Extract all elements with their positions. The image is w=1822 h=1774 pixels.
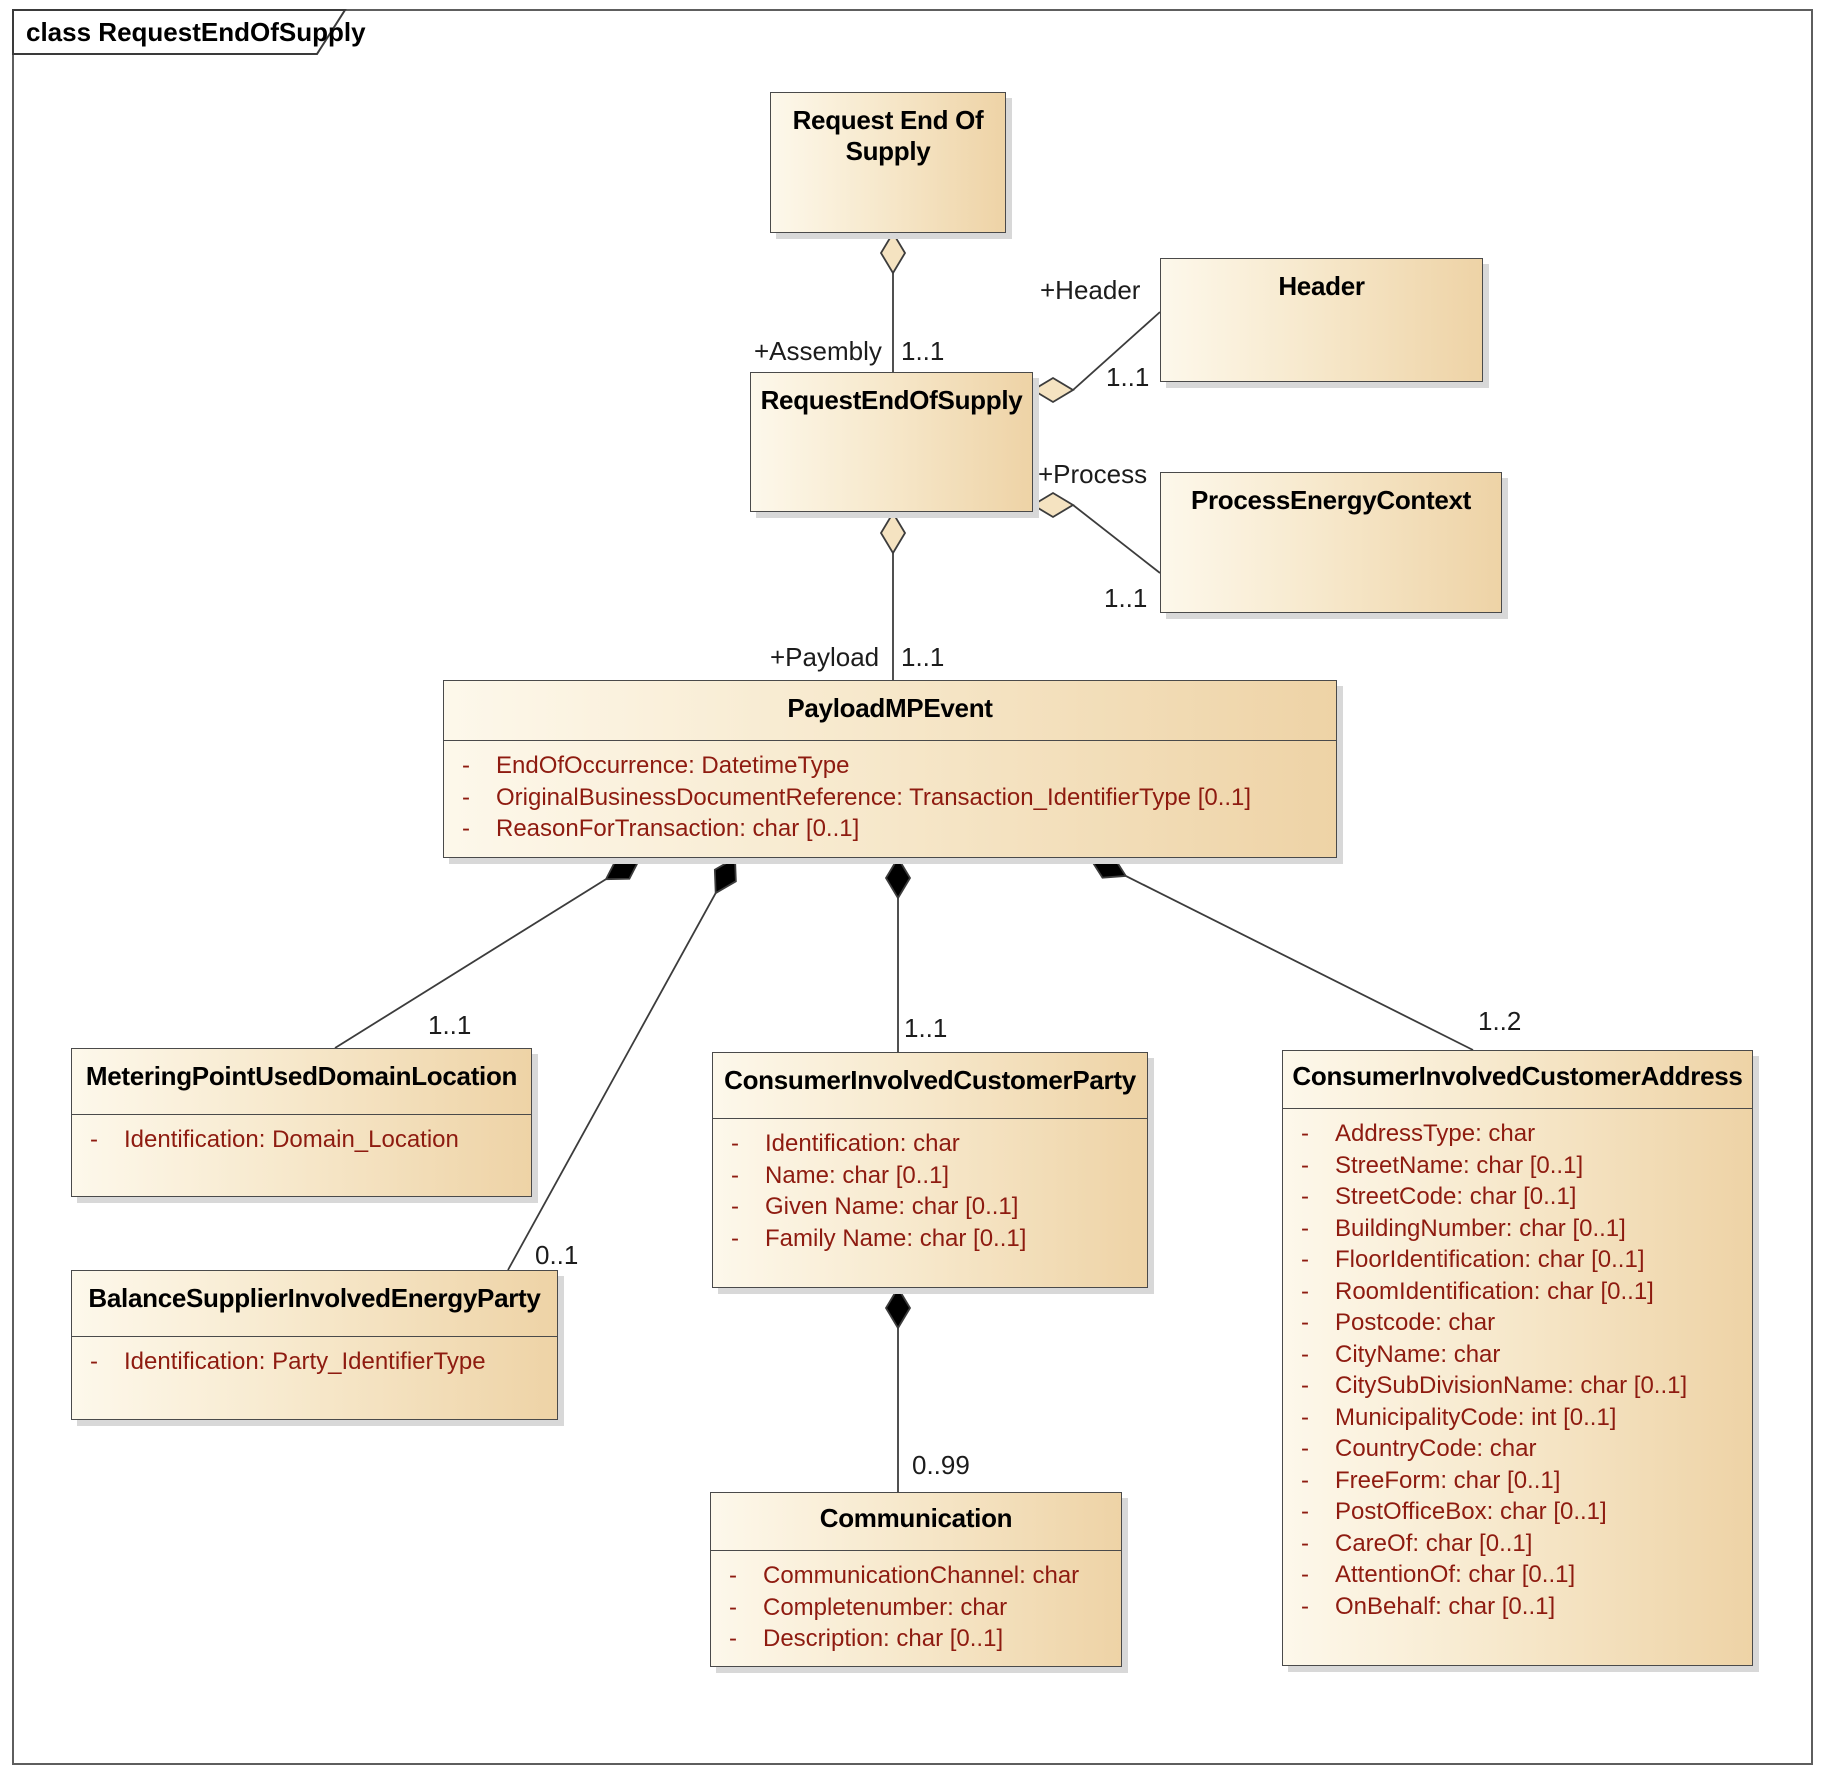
visibility-dash: - — [1301, 1277, 1309, 1305]
attribute-row — [729, 1560, 1117, 1592]
attribute-row — [1301, 1276, 1748, 1308]
attribute-row — [1301, 1339, 1748, 1371]
attribute-text: CareOf: char [0..1] — [1335, 1529, 1533, 1557]
visibility-dash: - — [731, 1161, 739, 1189]
visibility-dash: - — [729, 1625, 737, 1652]
class-name: ConsumerInvolvedCustomerAddress — [1292, 1061, 1743, 1091]
visibility-dash: - — [1301, 1466, 1309, 1494]
visibility-dash: - — [90, 1126, 98, 1153]
attribute-row — [1301, 1465, 1748, 1497]
class-name: Header — [1278, 271, 1365, 301]
visibility-dash: - — [1301, 1403, 1309, 1431]
class-consumerinvolvedcustomeraddress[interactable] — [1282, 1050, 1753, 1666]
class-name: ProcessEnergyContext — [1190, 485, 1472, 515]
multiplicity-label-balance-supplier: 0..1 — [535, 1240, 579, 1270]
class-payloadmpevent[interactable] — [443, 680, 1337, 858]
class-name: Request End Of Supply — [792, 105, 984, 166]
visibility-dash: - — [1301, 1372, 1309, 1399]
attribute-text: PostOfficeBox: char [0..1] — [1335, 1498, 1607, 1525]
visibility-dash: - — [1301, 1498, 1309, 1525]
visibility-dash: - — [462, 783, 470, 811]
attribute-row — [1301, 1496, 1748, 1528]
multiplicity-label-process: 1..1 — [1104, 583, 1148, 613]
attribute-text: RoomIdentification: char [0..1] — [1335, 1277, 1654, 1305]
attribute-text: Family Name: char [0..1] — [765, 1224, 1027, 1252]
attribute-row — [1301, 1402, 1748, 1434]
attribute-text: CitySubDivisionName: char [0..1] — [1335, 1372, 1688, 1399]
visibility-dash: - — [1301, 1183, 1309, 1210]
attribute-text: Postcode: char — [1335, 1309, 1496, 1336]
attribute-row — [1301, 1559, 1748, 1591]
visibility-dash: - — [90, 1348, 98, 1375]
attribute-row — [729, 1592, 1117, 1624]
composition-diamond-customer_party — [886, 858, 910, 898]
attribute-list — [72, 1114, 531, 1156]
attribute-row — [1301, 1244, 1748, 1276]
attribute-text: AddressType: char — [1335, 1120, 1536, 1147]
aggregation-diamond-process — [1033, 493, 1073, 517]
visibility-dash: - — [1301, 1561, 1309, 1588]
attribute-text: AttentionOf: char [0..1] — [1335, 1561, 1576, 1588]
attribute-row — [1301, 1181, 1748, 1213]
class-name: RequestEndOfSupply — [760, 385, 1023, 415]
attribute-list — [1283, 1108, 1752, 1622]
visibility-dash: - — [1301, 1340, 1309, 1368]
visibility-dash: - — [731, 1224, 739, 1252]
multiplicity-label-header: 1..1 — [1106, 362, 1150, 392]
class-name: Communication — [819, 1503, 1013, 1533]
attribute-row — [1301, 1433, 1748, 1465]
role-label-process: +Process — [1038, 459, 1148, 489]
visibility-dash: - — [731, 1193, 739, 1220]
attribute-text: FreeForm: char [0..1] — [1335, 1466, 1561, 1494]
class-name: PayloadMPEvent — [787, 693, 993, 723]
attribute-text: EndOfOccurrence: DatetimeType — [496, 752, 850, 779]
attribute-text: OriginalBusinessDocumentReference: Transaction_IdentifierType [0..1] — [496, 783, 1252, 811]
attribute-text: MunicipalityCode: int [0..1] — [1335, 1403, 1617, 1431]
visibility-dash: - — [462, 752, 470, 779]
class-request-end-of-supply[interactable] — [770, 92, 1006, 233]
attribute-row — [1301, 1370, 1748, 1402]
attribute-row — [731, 1191, 1143, 1223]
visibility-dash: - — [1301, 1120, 1309, 1147]
composition-diamond-balance_supplier — [715, 858, 736, 893]
attribute-row — [731, 1160, 1143, 1192]
attribute-text: StreetName: char [0..1] — [1335, 1151, 1584, 1179]
class-header[interactable] — [1160, 258, 1483, 382]
class-consumerinvolvedcustomerparty[interactable] — [712, 1052, 1148, 1288]
role-label-header: +Header — [1040, 275, 1141, 305]
attribute-row — [462, 750, 1332, 782]
attribute-list — [713, 1118, 1147, 1254]
attribute-text: ReasonForTransaction: char [0..1] — [496, 815, 860, 842]
visibility-dash: - — [1301, 1592, 1309, 1620]
connector-line-process[interactable] — [1073, 505, 1160, 573]
attribute-text: Identification: Party_IdentifierType — [124, 1348, 486, 1375]
multiplicity-label-communication: 0..99 — [912, 1450, 970, 1480]
class-name: MeteringPointUsedDomainLocation — [85, 1061, 518, 1091]
attribute-text: Identification: Domain_Location — [124, 1126, 459, 1153]
role-label-assembly: +Assembly — [754, 336, 882, 366]
multiplicity-label-customer-address: 1..2 — [1478, 1006, 1522, 1036]
attribute-text: Given Name: char [0..1] — [765, 1193, 1019, 1220]
aggregation-diamond-assembly — [881, 233, 905, 273]
multiplicity-label-assembly: 1..1 — [901, 336, 945, 366]
attribute-text: CityName: char — [1335, 1340, 1501, 1368]
composition-diamond-metering_point — [606, 858, 640, 879]
attribute-row — [1301, 1591, 1748, 1623]
attribute-text: BuildingNumber: char [0..1] — [1335, 1214, 1626, 1242]
attribute-row — [731, 1128, 1143, 1160]
attribute-text: OnBehalf: char [0..1] — [1335, 1592, 1556, 1620]
attribute-text: FloorIdentification: char [0..1] — [1335, 1246, 1645, 1273]
attribute-text: CountryCode: char — [1335, 1435, 1537, 1462]
attribute-row — [90, 1346, 553, 1378]
visibility-dash: - — [1301, 1309, 1309, 1336]
class-communication[interactable] — [710, 1492, 1122, 1667]
attribute-row — [729, 1623, 1117, 1655]
composition-diamond-customer_address — [1090, 856, 1126, 877]
attribute-row — [1301, 1307, 1748, 1339]
class-processenergycontext[interactable] — [1160, 472, 1502, 613]
multiplicity-label-customer-party: 1..1 — [904, 1013, 948, 1043]
visibility-dash: - — [1301, 1435, 1309, 1462]
connector-line-customer_address[interactable] — [1126, 876, 1473, 1050]
visibility-dash: - — [1301, 1246, 1309, 1273]
connector-line-balance_supplier[interactable] — [508, 893, 716, 1270]
attribute-list — [72, 1336, 557, 1378]
multiplicity-label-metering-point: 1..1 — [428, 1010, 472, 1040]
attribute-list — [444, 740, 1336, 845]
attribute-text: Name: char [0..1] — [765, 1161, 950, 1189]
class-meteringpointuseddomainlocation[interactable] — [71, 1048, 532, 1197]
visibility-dash: - — [729, 1562, 737, 1589]
visibility-dash: - — [729, 1593, 737, 1621]
attribute-text: CommunicationChannel: char — [763, 1562, 1080, 1589]
visibility-dash: - — [1301, 1151, 1309, 1179]
composition-diamond-communication — [886, 1288, 910, 1328]
visibility-dash: - — [731, 1130, 739, 1157]
attribute-row — [1301, 1150, 1748, 1182]
attribute-row — [1301, 1528, 1748, 1560]
aggregation-diamond-header_link — [1033, 378, 1073, 402]
attribute-row — [462, 813, 1332, 845]
aggregation-diamond-payload — [881, 513, 905, 553]
diagram-frame-title: class RequestEndOfSupply — [26, 17, 366, 47]
class-requestendofsupply[interactable] — [750, 372, 1033, 512]
attribute-text: Completenumber: char — [763, 1593, 1008, 1621]
attribute-text: StreetCode: char [0..1] — [1335, 1183, 1577, 1210]
class-name: BalanceSupplierInvolvedEnergyParty — [88, 1283, 541, 1313]
attribute-text: Identification: char — [765, 1130, 960, 1157]
class-name: ConsumerInvolvedCustomerParty — [724, 1065, 1136, 1095]
attribute-row — [90, 1124, 527, 1156]
class-balancesupplierinvolvedenergyparty[interactable] — [71, 1270, 558, 1420]
visibility-dash: - — [1301, 1214, 1309, 1242]
attribute-row — [1301, 1213, 1748, 1245]
multiplicity-label-payload: 1..1 — [901, 642, 945, 672]
visibility-dash: - — [1301, 1529, 1309, 1557]
attribute-text: Description: char [0..1] — [763, 1625, 1004, 1652]
attribute-row — [1301, 1118, 1748, 1150]
role-label-payload: +Payload — [770, 642, 880, 672]
visibility-dash: - — [462, 815, 470, 842]
attribute-list — [711, 1550, 1121, 1655]
attribute-row — [462, 782, 1332, 814]
attribute-row — [731, 1223, 1143, 1255]
